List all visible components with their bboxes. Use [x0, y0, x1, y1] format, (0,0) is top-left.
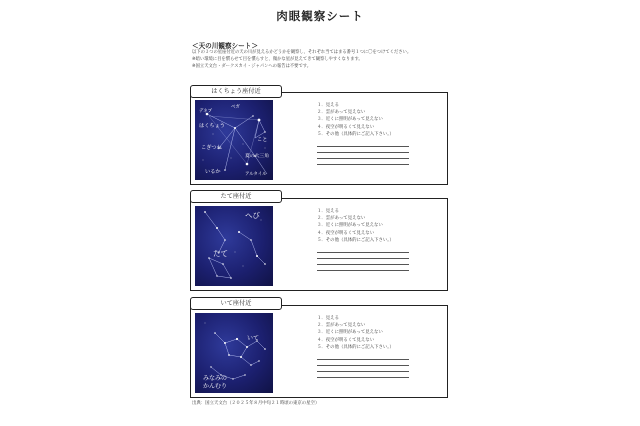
- choice-item[interactable]: ４．夜空が明るくて見えない: [317, 337, 375, 343]
- write-in-lines[interactable]: [317, 354, 409, 378]
- choice-item[interactable]: ２．雲があって見えない: [317, 323, 366, 329]
- sky-photo-scutum: [195, 206, 273, 286]
- section-cygnus: [190, 85, 448, 185]
- sky-photo-sagittarius: [195, 313, 273, 393]
- intro-text: [192, 49, 411, 71]
- section-box: [190, 92, 448, 185]
- star-label-vega: ベガ: [231, 105, 240, 110]
- choice-item[interactable]: ３．近くに照明があって見えない: [317, 223, 383, 229]
- section-box: [190, 305, 448, 398]
- choice-item[interactable]: １．見える: [317, 103, 339, 108]
- choice-item[interactable]: ５．その他（具体的にご記入下さい。）: [317, 344, 394, 350]
- choice-item[interactable]: １．見える: [317, 316, 339, 321]
- section-scutum: [190, 190, 448, 290]
- choice-item[interactable]: ２．雲があって見えない: [317, 110, 366, 116]
- answer-choices: [317, 208, 394, 244]
- sky-photo-cygnus: [195, 100, 273, 180]
- choice-item[interactable]: ３．近くに照明があって見えない: [317, 330, 383, 336]
- choice-item[interactable]: ２．雲があって見えない: [317, 216, 366, 222]
- section-tab: はくちょう座付近: [190, 85, 282, 98]
- source-credit: 出典：国立天文台（２０２５年８月中旬２１時頃の東京の星空）: [192, 401, 320, 406]
- choice-item[interactable]: １．見える: [317, 209, 339, 214]
- choice-item[interactable]: ５．その他（具体的にご記入下さい。）: [317, 131, 394, 137]
- constellation-label: はくちょう: [199, 123, 225, 129]
- choice-item[interactable]: ４．夜空が明るくて見えない: [317, 230, 375, 236]
- constellation-label: かんむり: [203, 383, 228, 390]
- section-tab: いて座付近: [190, 297, 282, 310]
- star-label-deneb: デネブ: [199, 109, 212, 114]
- section-box: [190, 198, 448, 291]
- choice-item[interactable]: ３．近くに照明があって見えない: [317, 117, 383, 123]
- constellation-lines: [195, 206, 273, 286]
- section-tab: たて座付近: [190, 190, 282, 203]
- asterism-label: 夏の大三角: [245, 154, 269, 159]
- choice-item[interactable]: ４．夜空が明るくて見えない: [317, 124, 375, 130]
- intro-line: ※暗い環境に目を慣らせて目を慣らすと、微かな星が見えてきて観察しやすくなります。: [192, 57, 363, 63]
- constellation-label: いて: [247, 335, 260, 342]
- constellation-label: こと: [257, 137, 268, 143]
- answer-choices: [317, 102, 394, 138]
- choice-item[interactable]: ５．その他（具体的にご記入下さい。）: [317, 237, 394, 243]
- page-title: 肉眼観察シート: [276, 9, 364, 23]
- constellation-label: たて: [213, 249, 228, 258]
- constellation-label: みなみの: [203, 375, 228, 382]
- sheet-subtitle: ＜天の川観察シート＞: [192, 42, 258, 50]
- constellation-label: こぎつね: [201, 145, 222, 151]
- answer-choices: [317, 315, 394, 351]
- constellation-label: いるか: [205, 169, 221, 175]
- constellation-label: へび: [245, 211, 260, 220]
- star-label-altair: アルタイル: [245, 172, 267, 177]
- intro-line: 以下の３つの星座付近の天の川が見えるかどうかを観察し、それぞれ当てはまる番号１つに〇をつけてください。: [192, 50, 412, 55]
- intro-line: ※国立天文台・ダークスカイ・ジャパンへの報告は不要です。: [192, 64, 312, 70]
- write-in-lines[interactable]: [317, 247, 409, 271]
- section-sagittarius: [190, 297, 448, 397]
- write-in-lines[interactable]: [317, 141, 409, 165]
